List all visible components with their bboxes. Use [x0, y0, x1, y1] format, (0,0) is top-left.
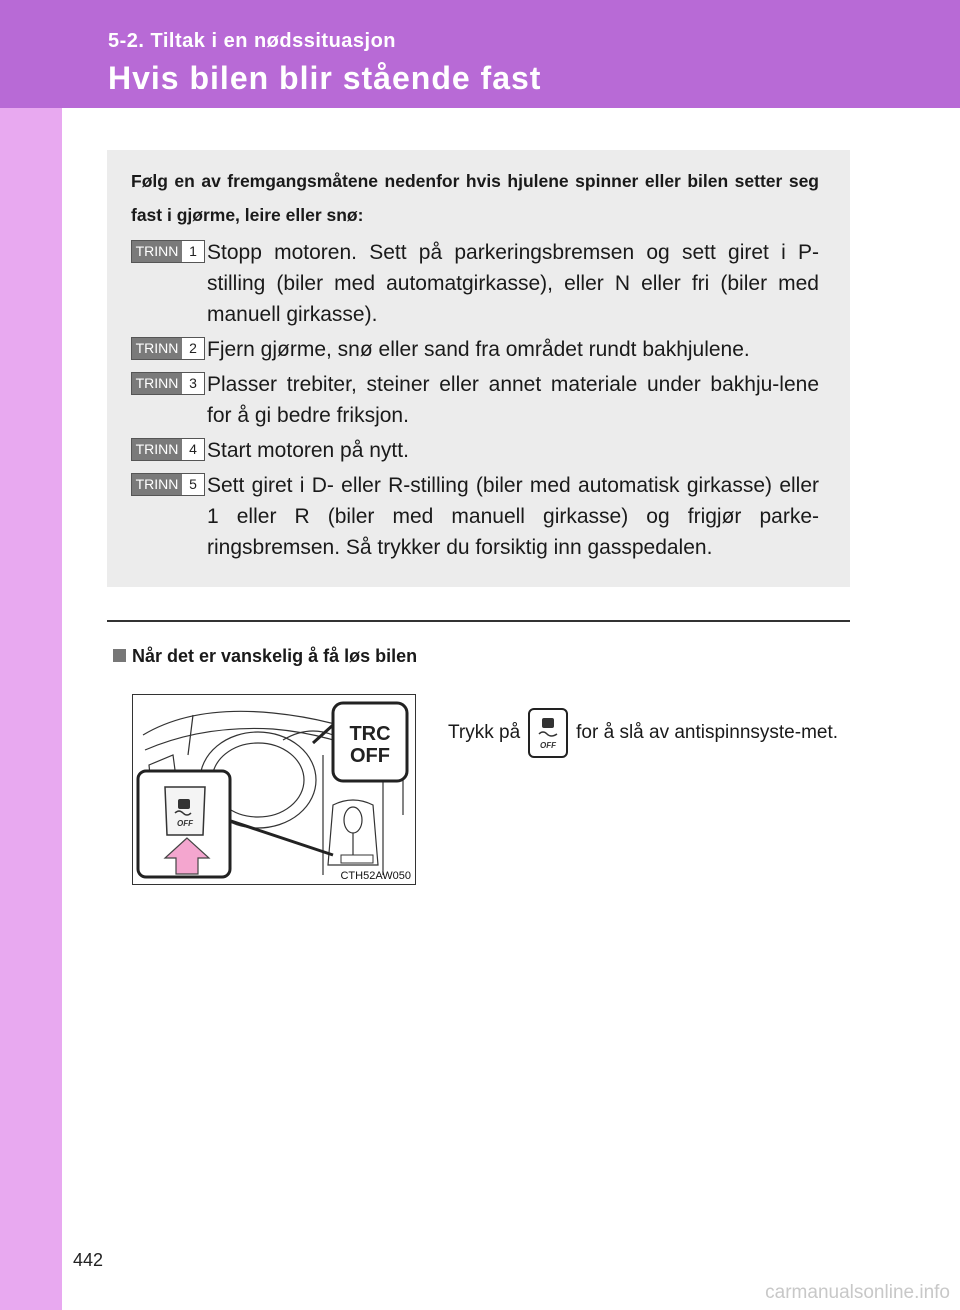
- instruction-text: [448, 708, 848, 758]
- left-margin-strip: [0, 0, 62, 1310]
- figure-code: CTH52AW050: [340, 870, 411, 882]
- step-text: Stopp motoren. Sett på parkeringsbremsen og sett giret i P-stilling (biler med automatgirkasse), eller N eller fri (biler med manuell girkasse).: [207, 241, 819, 326]
- button-off-label: OFF: [177, 819, 193, 828]
- section-label: 5-2. Tiltak i en nødssituasjon: [108, 30, 397, 52]
- step-badge-word: TRINN: [132, 439, 182, 460]
- step-text: Plasser trebiter, steiner eller annet materiale under bakhju-lene for å gi bedre friksjon.: [207, 373, 819, 427]
- step-badge-number: 3: [189, 375, 197, 391]
- section-divider: [107, 620, 850, 622]
- callout-line2: OFF: [350, 745, 390, 767]
- instruction-after: for å slå av antispinnsyste-met.: [576, 722, 839, 744]
- step-badge-word: TRINN: [132, 474, 182, 495]
- step-badge: [131, 240, 205, 263]
- step-badge-number: 2: [189, 340, 197, 356]
- header-band: [0, 0, 960, 108]
- step-text: Sett giret i D- eller R-stilling (biler med automatisk girkasse) eller 1 eller R (biler med manuell girkasse) og frigjør parke-ringsbremsen. Så trykker du forsiktig inn gasspedalen.: [207, 474, 819, 559]
- intro-text: Følg en av fremgangsmåtene nedenfor hvis hjulene spinner eller bilen setter seg fast i gjørme, leire eller snø:: [131, 171, 819, 225]
- step-badge: [131, 372, 205, 395]
- step-badge-number: 1: [189, 243, 197, 259]
- step-text: Fjern gjørme, snø eller sand fra området rundt bakhjulene.: [207, 338, 750, 361]
- watermark: carmanualsonline.info: [765, 1282, 950, 1303]
- dashboard-illustration: [133, 695, 415, 884]
- callout-line1: TRC: [349, 723, 391, 745]
- step-badge-number: 4: [189, 441, 197, 457]
- step-badge-word: TRINN: [132, 338, 182, 359]
- page-number: 442: [73, 1250, 104, 1270]
- step-badge-word: TRINN: [132, 373, 182, 394]
- subsection-heading: [113, 646, 417, 667]
- steps-box: [107, 150, 850, 587]
- step-badge-word: TRINN: [132, 241, 182, 262]
- figure-illustration: [132, 694, 416, 885]
- bullet-square-icon: [113, 649, 126, 662]
- instruction-before: Trykk på: [448, 722, 521, 744]
- subsection-heading-text: Når det er vanskelig å få løs bilen: [132, 646, 418, 666]
- inline-button-off-label: OFF: [540, 741, 557, 750]
- traction-off-icon: [528, 708, 568, 758]
- traction-off-icon: [165, 787, 205, 835]
- step-badge-number: 5: [189, 476, 197, 492]
- step-badge: [131, 473, 205, 496]
- step-badge: [131, 438, 205, 461]
- step-badge: [131, 337, 205, 360]
- page-title: Hvis bilen blir stående fast: [108, 60, 542, 96]
- step-text: Start motoren på nytt.: [207, 439, 409, 462]
